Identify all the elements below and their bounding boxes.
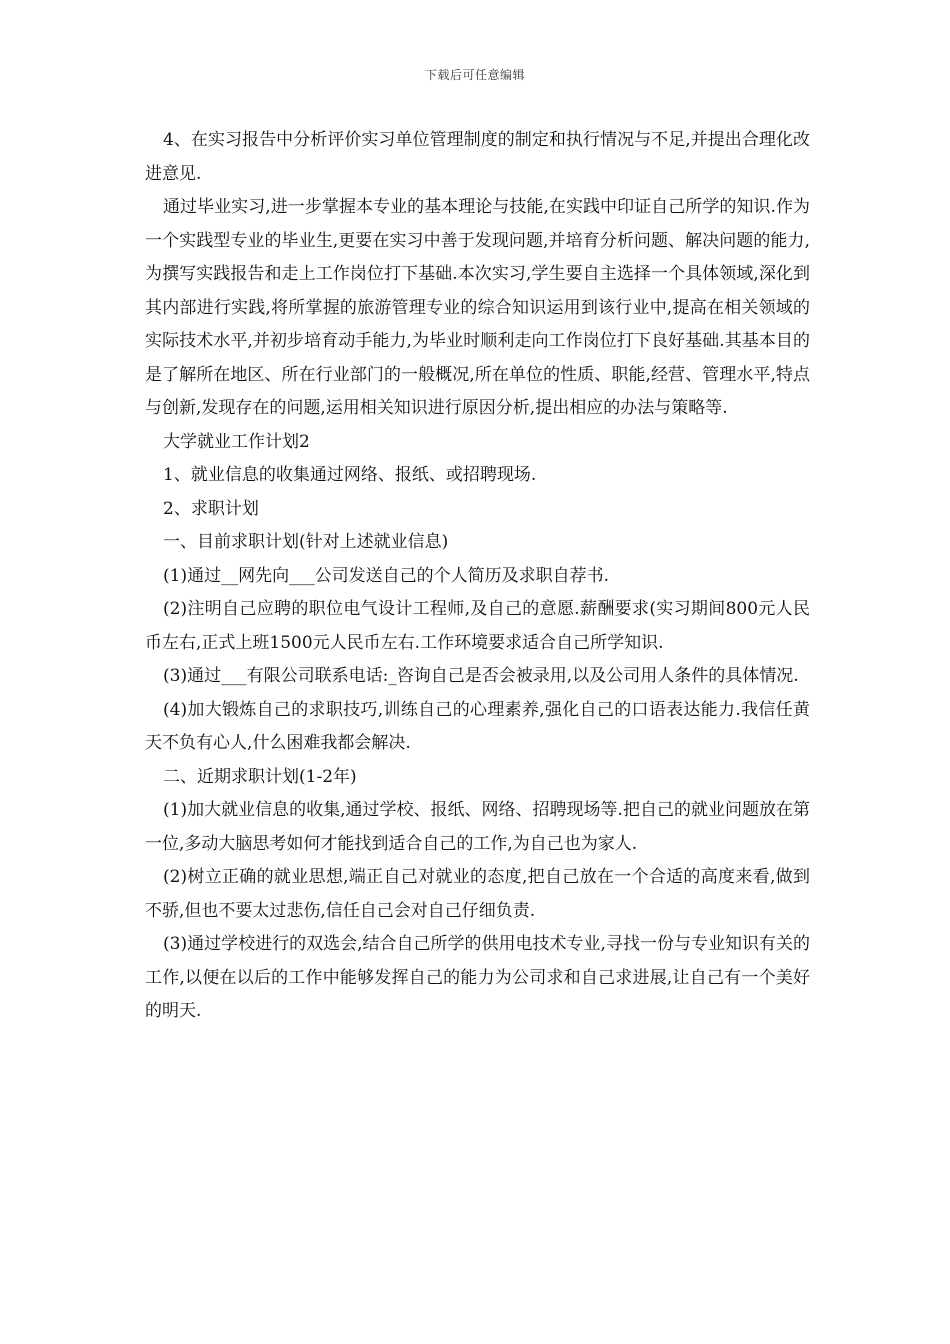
list-item-current-2: (2)注明自己应聘的职位电气设计工程师,及自己的意愿.薪酬要求(实习期间800元人民币左右,正式上班1500元人民币左右.工作环境要求适合自己所学知识. [145,599,810,653]
list-item-current-3: (3)通过___有限公司联系电话:_咨询自己是否会被录用,以及公司用人条件的具体情况. [163,666,799,686]
page-header: 下载后可任意编辑 [424,68,525,82]
paragraph-job-plan-heading: 2、求职计划 [163,498,259,519]
list-item-near-1: (1)加大就业信息的收集,通过学校、报纸、网络、招聘现场等.把自己的就业问题放在第一位,多动大脑思考如何才能找到适合自己的工作,为自己也为家人. [145,800,810,854]
paragraph-internship-purpose: 通过毕业实习,进一步掌握本专业的基本理论与技能,在实践中印证自己所学的知识.作为一个实践型专业的毕业生,更要在实习中善于发现问题,并培育分析问题、解决问题的能力,为撰写实践报告和走上工作岗位打下基础.本次实习,学生要自主选择一个具体领域,深化到其内部进行实践,将所掌握的旅游管理专业的综合知识运用到该行业中,提高在相关领域的实际技术水平,并初步培育动手能力,为毕业时顺利走向工作岗位打下良好基础.其基本目的是了解所在地区、所在行业部门的一般概况,所在单位的性质、职能,经营、管理水平,特点与创新,发现存在的问题,运用相关知识进行原因分析,提出相应的办法与策略等. [145,197,810,418]
paragraph-info-collection: 1、就业信息的收集通过网络、报纸、或招聘现场. [163,465,537,485]
subheading-near-term-plan: 二、近期求职计划(1-2年) [163,766,357,787]
list-item-current-1: (1)通过__网先向___公司发送自己的个人简历及求职自荐书. [163,565,609,586]
document-body [145,124,810,1029]
section-title-plan-2: 大学就业工作计划2 [163,431,310,452]
list-item-near-3: (3)通过学校进行的双选会,结合自己所学的供用电技术专业,寻找一份与专业知识有关的工作,以便在以后的工作中能够发挥自己的能力为公司求和自己求进展,让自己有一个美好的明天. [145,934,810,1021]
list-item-current-4: (4)加大锻炼自己的求职技巧,训练自己的心理素养,强化自己的口语表达能力.我信任黄天不负有心人,什么困难我都会解决. [145,699,810,753]
paragraph-item-4: 4、在实习报告中分析评价实习单位管理制度的制定和执行情况与不足,并提出合理化改进意见. [145,130,810,184]
subheading-current-plan: 一、目前求职计划(针对上述就业信息) [163,532,449,552]
list-item-near-2: (2)树立正确的就业思想,端正自己对就业的态度,把自己放在一个合适的高度来看,做到不骄,但也不要太过悲伤,信任自己会对自己仔细负责. [145,867,810,921]
